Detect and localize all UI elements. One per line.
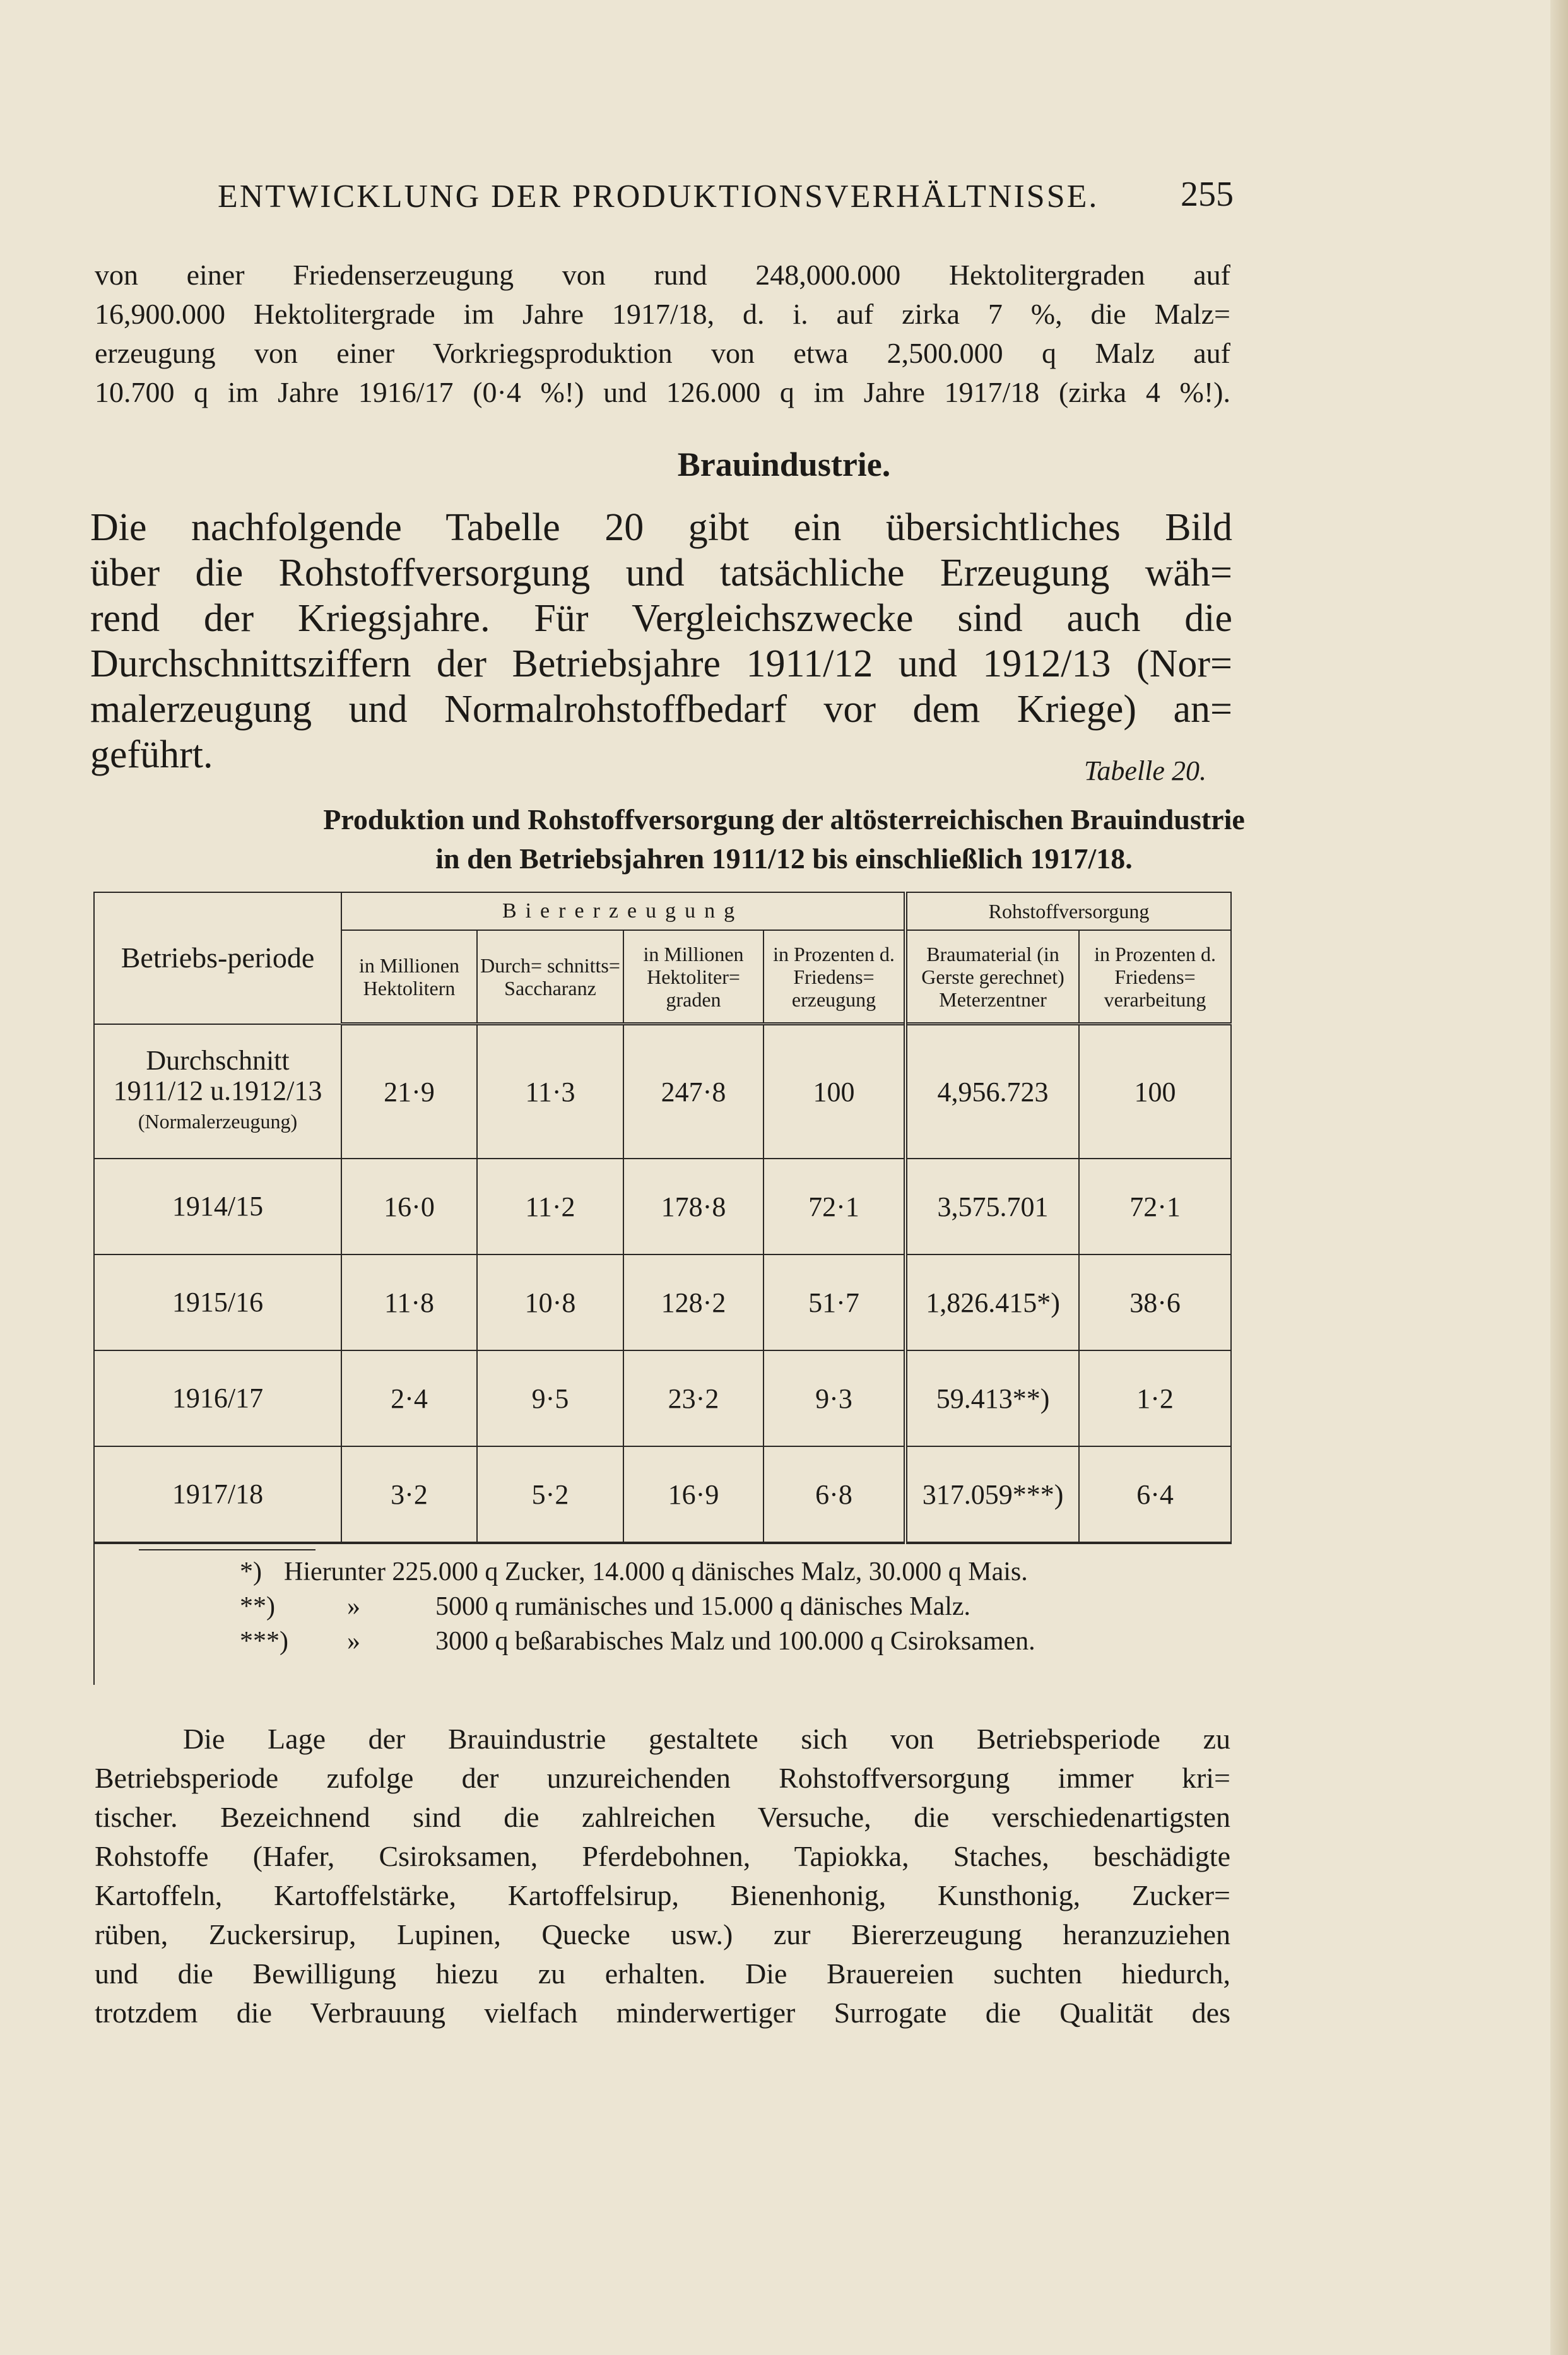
cell-pct-peace: 100 — [763, 1024, 905, 1159]
cell-pct-proc: 72·1 — [1079, 1159, 1231, 1254]
page-number: 255 — [1181, 175, 1234, 214]
cell-malt: 317.059***) — [905, 1446, 1079, 1543]
intro-paragraph — [95, 256, 1230, 412]
cell-pct-peace: 72·1 — [763, 1159, 905, 1254]
footnote-text: 5000 q rumänisches und 15.000 q dänisches Malz. — [435, 1592, 971, 1621]
header-hl: in Millionen Hektolitern — [341, 930, 477, 1024]
header-hlg: in Millionen Hektoliter= graden — [623, 930, 763, 1024]
text-line: Betriebsperiode zufolge der unzureichenden Rohstoffversorgung immer kri= — [95, 1762, 1230, 1794]
cell-period: 1916/17 — [94, 1350, 341, 1446]
text-line: über die Rohstoffversorgung und tatsächliche Erzeugung wäh= — [90, 552, 1232, 594]
table-caption — [0, 800, 1568, 878]
cell-hl: 3·2 — [341, 1446, 477, 1543]
cell-period: 1914/15 — [94, 1159, 341, 1254]
closing-paragraph — [95, 1720, 1230, 2033]
cell-period: 1917/18 — [94, 1446, 341, 1543]
header-period: Betriebs-periode — [94, 892, 341, 1024]
cell-hlg: 128·2 — [623, 1254, 763, 1350]
header-group-raw: Rohstoffversorgung — [905, 892, 1231, 930]
ditto-mark: » — [347, 1592, 360, 1621]
cell-malt: 1,826.415*) — [905, 1254, 1079, 1350]
cell-pct-proc: 38·6 — [1079, 1254, 1231, 1350]
footnote-mark: *) — [240, 1557, 262, 1586]
cell-malt: 4,956.723 — [905, 1024, 1079, 1159]
header-sacch: Durch= schnitts= Saccharanz — [477, 930, 623, 1024]
period-years: 1911/12 u.1912/13 — [113, 1075, 322, 1107]
running-head — [218, 175, 1234, 222]
text-line: trotzdem die Verbrauung vielfach minderwertiger Surrogate die Qualität des — [95, 1997, 1230, 2029]
text-line: Die Lage der Brauindustrie gestaltete sich von Betriebsperiode zu — [183, 1723, 1230, 1755]
table-label: Tabelle 20. — [1084, 755, 1206, 786]
footnote-text: 3000 q beßarabisches Malz und 100.000 q Csiroksamen. — [435, 1627, 1035, 1656]
section-heading: Brauindustrie. — [677, 446, 891, 483]
cell-sacch: 11·2 — [477, 1159, 623, 1254]
text-line: von einer Friedenserzeugung von rund 248,000.000 Hektolitergraden auf — [95, 259, 1230, 291]
table-row — [94, 1024, 1231, 1159]
text-line: rend der Kriegsjahre. Für Vergleichszwecke sind auch die — [90, 597, 1232, 640]
cell-period — [94, 1024, 341, 1159]
text-line: geführt. — [90, 733, 213, 776]
header-malt: Braumaterial (in Gerste gerechnet) Meterzentner — [905, 930, 1079, 1024]
period-note: (Normalerzeugung) — [138, 1110, 298, 1133]
table-footnotes — [93, 1533, 1232, 1685]
table-row — [94, 1446, 1231, 1543]
period-label: Durchschnitt — [146, 1045, 290, 1077]
text-line: tischer. Bezeichnend sind die zahlreichen Versuche, die verschiedenartigsten — [95, 1801, 1230, 1833]
cell-hl: 16·0 — [341, 1159, 477, 1254]
cell-pct-peace: 51·7 — [763, 1254, 905, 1350]
table-row — [94, 1254, 1231, 1350]
text-line: rüben, Zuckersirup, Lupinen, Quecke usw.) zur Biererzeugung heranzuziehen — [95, 1918, 1230, 1951]
text-line: und die Bewilligung hiezu zu erhalten. Die Brauereien suchten hiedurch, — [95, 1957, 1230, 1990]
page-edge — [1550, 0, 1568, 2355]
cell-pct-proc: 1·2 — [1079, 1350, 1231, 1446]
text-line: malerzeugung und Normalrohstoffbedarf vor dem Kriege) an= — [90, 688, 1232, 731]
cell-hlg: 23·2 — [623, 1350, 763, 1446]
cell-pct-peace: 9·3 — [763, 1350, 905, 1446]
table-row — [94, 1350, 1231, 1446]
cell-malt: 59.413**) — [905, 1350, 1079, 1446]
cell-hl: 2·4 — [341, 1350, 477, 1446]
cell-sacch: 11·3 — [477, 1024, 623, 1159]
cell-hlg: 178·8 — [623, 1159, 763, 1254]
cell-hlg: 247·8 — [623, 1024, 763, 1159]
header-pct-peace: in Prozenten d. Friedens= erzeugung — [763, 930, 905, 1024]
lead-paragraph — [90, 505, 1232, 777]
cell-period: 1915/16 — [94, 1254, 341, 1350]
ditto-mark: » — [347, 1627, 360, 1656]
text-line: Kartoffeln, Kartoffelstärke, Kartoffelsirup, Bienenhonig, Kunsthonig, Zucker= — [95, 1879, 1230, 1911]
caption-line: Produktion und Rohstoffversorgung der altösterreichischen Brauindustrie — [323, 803, 1245, 835]
text-line: 16,900.000 Hektolitergrade im Jahre 1917/18, d. i. auf zirka 7 %, die Malz= — [95, 298, 1230, 330]
footnote-mark: ***) — [240, 1627, 288, 1656]
cell-sacch: 9·5 — [477, 1350, 623, 1446]
text-line: 10.700 q im Jahre 1916/17 (0·4 %!) und 126.000 q im Jahre 1917/18 (zirka 4 %!). — [95, 376, 1230, 408]
caption-line: in den Betriebsjahren 1911/12 bis einschließlich 1917/18. — [435, 842, 1133, 875]
cell-pct-proc: 100 — [1079, 1024, 1231, 1159]
text-line: erzeugung von einer Vorkriegsproduktion von etwa 2,500.000 q Malz auf — [95, 337, 1230, 369]
text-line: Durchschnittsziffern der Betriebsjahre 1911/12 und 1912/13 (Nor= — [90, 642, 1232, 685]
running-title: ENTWICKLUNG DER PRODUKTIONSVERHÄLTNISSE. — [218, 179, 1099, 215]
header-pct-proc: in Prozenten d. Friedens= verarbeitung — [1079, 930, 1231, 1024]
footnote-mark: **) — [240, 1592, 275, 1621]
header-group-beer: Biererzeugung — [341, 892, 905, 930]
footnote-rule — [139, 1549, 315, 1550]
cell-hlg: 16·9 — [623, 1446, 763, 1543]
text-line: Rohstoffe (Hafer, Csiroksamen, Pferdebohnen, Tapiokka, Staches, beschädigte — [95, 1840, 1230, 1872]
text-line: Die nachfolgende Tabelle 20 gibt ein übersichtliches Bild — [90, 506, 1232, 549]
cell-malt: 3,575.701 — [905, 1159, 1079, 1254]
cell-hl: 21·9 — [341, 1024, 477, 1159]
cell-pct-peace: 6·8 — [763, 1446, 905, 1543]
cell-pct-proc: 6·4 — [1079, 1446, 1231, 1543]
cell-sacch: 5·2 — [477, 1446, 623, 1543]
table-row — [94, 1159, 1231, 1254]
footnote-text: Hierunter 225.000 q Zucker, 14.000 q dänisches Malz, 30.000 q Mais. — [284, 1557, 1028, 1586]
production-table — [93, 892, 1232, 1544]
cell-sacch: 10·8 — [477, 1254, 623, 1350]
cell-hl: 11·8 — [341, 1254, 477, 1350]
